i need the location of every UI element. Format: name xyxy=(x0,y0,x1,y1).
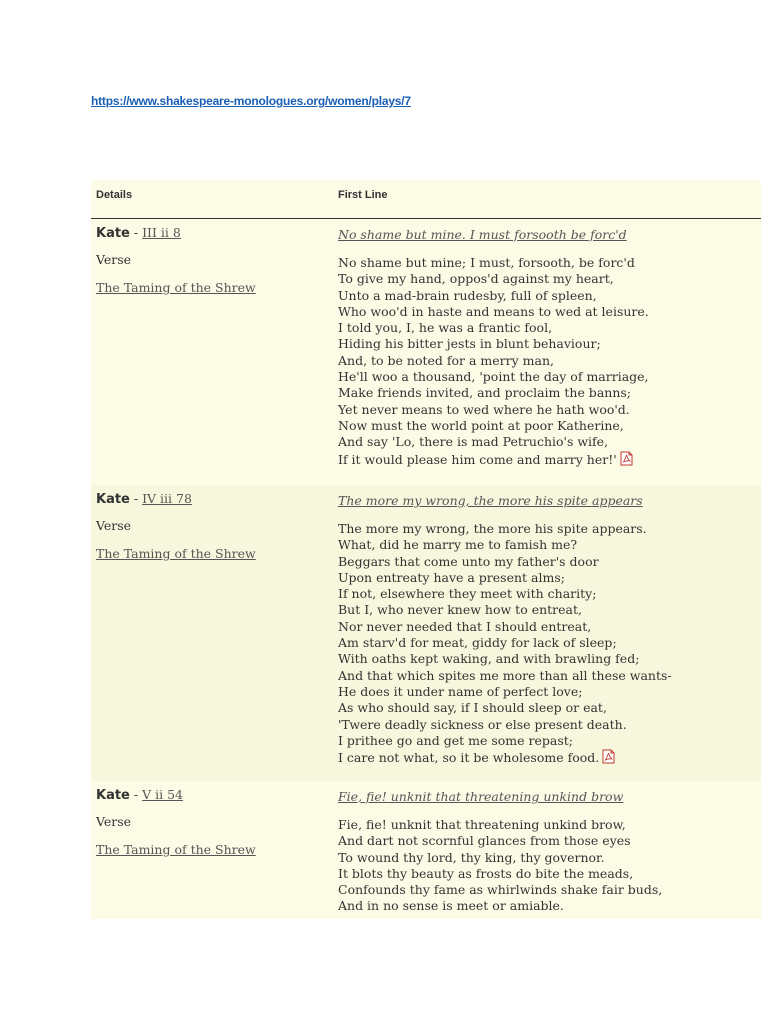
verse-line: To wound thy lord, thy king, thy governor. xyxy=(338,849,605,865)
monologue-text xyxy=(338,521,758,766)
first-line-link[interactable]: The more my wrong, the more his spite appears xyxy=(338,493,643,508)
verse-line: With oaths kept waking, and with brawling fed; xyxy=(338,651,640,667)
verse-line: I prithee go and get me some repast; xyxy=(338,732,573,748)
play-link[interactable]: The Taming of the Shrew xyxy=(96,546,256,561)
verse-line: And dart not scornful glances from those eyes xyxy=(338,833,631,849)
row-first-line xyxy=(338,493,758,766)
verse-type: Verse xyxy=(96,252,132,267)
table-header xyxy=(91,180,761,219)
monologue-text xyxy=(338,255,758,468)
table-row xyxy=(91,485,761,781)
separator: - xyxy=(133,491,139,506)
verse-line: Hiding his bitter jests in blunt behaviour; xyxy=(338,336,601,352)
verse-line-last xyxy=(338,451,758,468)
verse-line: And, to be noted for a merry man, xyxy=(338,352,554,368)
play-link[interactable]: The Taming of the Shrew xyxy=(96,842,256,857)
separator: - xyxy=(133,225,139,240)
verse-line: If not, elsewhere they meet with charity; xyxy=(338,586,597,602)
verse-line: To give my hand, oppos'd against my heart, xyxy=(338,271,614,287)
first-line-link[interactable]: No shame but mine. I must forsooth be forc'd xyxy=(338,227,627,242)
verse-line: Unto a mad-brain rudesby, full of spleen, xyxy=(338,287,597,303)
verse-line: Who woo'd in haste and means to wed at leisure. xyxy=(338,303,649,319)
monologue-text xyxy=(338,817,758,915)
header-details: Details xyxy=(96,189,133,201)
verse-line-text: If it would please him come and marry her!' xyxy=(338,451,617,467)
first-line-link[interactable]: Fie, fie! unknit that threatening unkind brow xyxy=(338,789,624,804)
verse-line: He'll woo a thousand, 'point the day of marriage, xyxy=(338,369,649,385)
verse-line: He does it under name of perfect love; xyxy=(338,683,583,699)
row-first-line xyxy=(338,789,758,915)
verse-line: Upon entreaty have a present alms; xyxy=(338,569,565,585)
verse-line: The more my wrong, the more his spite appears. xyxy=(338,521,647,536)
verse-line: Nor never needed that I should entreat, xyxy=(338,618,592,634)
verse-line-last xyxy=(338,749,758,766)
row-details xyxy=(96,787,326,858)
verse-line: No shame but mine; I must, forsooth, be forc'd xyxy=(338,255,635,270)
character-name: Kate xyxy=(96,788,130,803)
row-first-line xyxy=(338,227,758,468)
verse-line: Beggars that come unto my father's door xyxy=(338,553,599,569)
verse-line-text: I care not what, so it be wholesome food. xyxy=(338,750,600,766)
verse-line: What, did he marry me to famish me? xyxy=(338,537,578,553)
character-name: Kate xyxy=(96,492,130,507)
row-details xyxy=(96,491,326,562)
separator: - xyxy=(133,787,139,802)
verse-line: It blots thy beauty as frosts do bite the meads, xyxy=(338,865,634,881)
act-scene-link[interactable]: V ii 54 xyxy=(142,787,183,802)
verse-line: And say 'Lo, there is mad Petruchio's wife, xyxy=(338,434,609,450)
play-link[interactable]: The Taming of the Shrew xyxy=(96,280,256,295)
table-row xyxy=(91,781,761,919)
verse-type: Verse xyxy=(96,518,132,533)
act-scene-link[interactable]: IV iii 78 xyxy=(142,491,192,506)
verse-line: As who should say, if I should sleep or eat, xyxy=(338,700,607,716)
table-row xyxy=(91,219,761,485)
verse-line: Confounds thy fame as whirlwinds shake fair buds, xyxy=(338,882,663,898)
verse-line: Fie, fie! unknit that threatening unkind brow, xyxy=(338,817,626,832)
verse-line: Am starv'd for meat, giddy for lack of sleep; xyxy=(338,635,617,651)
verse-line: Make friends invited, and proclaim the banns; xyxy=(338,385,631,401)
header-first-line: First Line xyxy=(338,189,388,201)
character-name: Kate xyxy=(96,226,130,241)
act-scene-link[interactable]: III ii 8 xyxy=(142,225,181,240)
verse-line: Yet never means to wed where he hath woo'd. xyxy=(338,401,630,417)
verse-type: Verse xyxy=(96,814,132,829)
monologues-table xyxy=(91,180,761,919)
pdf-file-icon[interactable] xyxy=(620,451,633,466)
page-url-link[interactable]: https://www.shakespeare-monologues.org/women/plays/7 xyxy=(91,94,411,108)
verse-line: 'Twere deadly sickness or else present death. xyxy=(338,716,627,732)
verse-line: I told you, I, he was a frantic fool, xyxy=(338,320,553,336)
verse-line: And in no sense is meet or amiable. xyxy=(338,898,564,914)
verse-line: And that which spites me more than all these wants- xyxy=(338,667,672,683)
verse-line: Now must the world point at poor Katherine, xyxy=(338,417,624,433)
row-details xyxy=(96,225,326,296)
verse-line: But I, who never knew how to entreat, xyxy=(338,602,582,618)
pdf-file-icon[interactable] xyxy=(602,749,615,764)
